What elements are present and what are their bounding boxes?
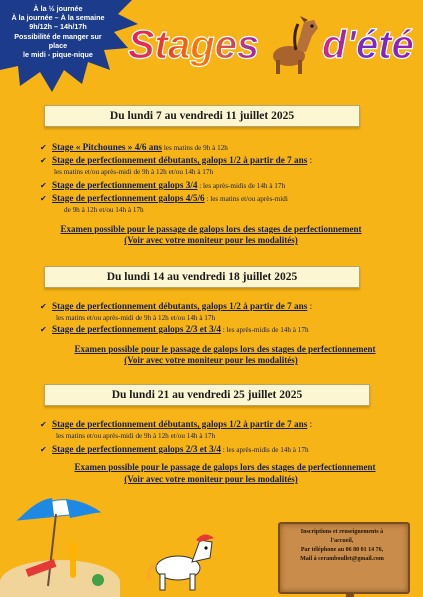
week1-item2-text: : xyxy=(307,155,313,165)
check-icon: ✔ xyxy=(40,194,47,203)
week3-item2 xyxy=(40,444,410,456)
week1-item1 xyxy=(40,142,410,154)
check-icon: ✔ xyxy=(40,420,47,429)
parasol-icon xyxy=(8,490,128,597)
check-icon: ✔ xyxy=(40,325,47,334)
week2-item2 xyxy=(40,324,410,336)
week1-item3-link[interactable]: Stage de perfectionnement galops 3/4 xyxy=(52,180,198,190)
check-icon: ✔ xyxy=(40,445,47,454)
horse-mascot-icon xyxy=(140,528,220,594)
week3-item1-link[interactable]: Stage de perfectionnement débutants, galops 1/2 à partir de 7 ans xyxy=(52,419,308,429)
week3-item2-text: : les après-midis de 14h à 17h xyxy=(220,446,309,454)
title-part1: Stages xyxy=(128,23,260,67)
week3-item1-sub: les matins et/ou après-midi de 9h à 12h et/ou 14h à 17h xyxy=(56,432,216,440)
week1-item2-sub: les matins et/ou après-midi de 9h à 12h et/ou 14h à 17h xyxy=(54,168,214,176)
week1-item3 xyxy=(40,180,410,192)
title-part2: d'été xyxy=(322,23,414,67)
week1-item2-link[interactable]: Stage de perfectionnement débutants, galops 1/2 à partir de 7 ans xyxy=(52,155,308,165)
week1-item1-text: les matins de 9h à 12h xyxy=(162,144,228,152)
check-icon: ✔ xyxy=(40,302,47,311)
week1-item1-link[interactable]: Stage « Pitchounes » 4/6 ans xyxy=(52,142,163,152)
check-icon: ✔ xyxy=(40,181,47,190)
week1-item4 xyxy=(40,193,410,205)
week2-item2-text: : les après-midis de 14h à 17h xyxy=(220,326,309,334)
week1-exam-line1: Examen possible pour le passage de galops lors des stages de perfectionnement xyxy=(60,224,362,234)
week2-date-header: Du lundi 14 au vendredi 18 juillet 2025 xyxy=(44,266,360,288)
horse-icon xyxy=(273,16,318,74)
week3-item2-link[interactable]: Stage de perfectionnement galops 2/3 et 3/4 xyxy=(52,444,221,454)
week1-item4-link[interactable]: Stage de perfectionnement galops 4/5/6 xyxy=(52,193,205,203)
week2-exam-line2: (Voir avec votre moniteur pour les modalités) xyxy=(124,355,298,365)
badge-text: À la ½ journée À la journée – À la semaine 9h/12h – 14h/17h Possibilité de manger sur place le midi - pique-nique xyxy=(11,4,105,60)
week2-item1-link[interactable]: Stage de perfectionnement débutants, galops 1/2 à partir de 7 ans xyxy=(52,301,308,311)
week2-item2-link[interactable]: Stage de perfectionnement galops 2/3 et 3/4 xyxy=(52,324,221,334)
sign-line2: l'accueil, xyxy=(330,538,354,544)
week1-date-header: Du lundi 7 au vendredi 11 juillet 2025 xyxy=(44,105,360,127)
week1-item4-text: : les matins et/ou après-midi xyxy=(204,195,288,203)
week3-item1 xyxy=(40,419,410,430)
contact-sign-text xyxy=(284,528,400,564)
week2-item1-text: : xyxy=(307,301,313,311)
check-icon: ✔ xyxy=(40,143,47,152)
week1-item3-text: : les après-midis de 14h à 17h xyxy=(197,182,286,190)
sign-line4[interactable]: Mail à ceramboullet@gmail.com xyxy=(300,556,384,562)
week2-item1-sub: les matins et/ou après-midi de 9h à 12h et/ou 14h à 17h xyxy=(56,314,216,322)
week1-exam-line2: (Voir avec votre moniteur pour les modalités) xyxy=(124,235,298,245)
week3-exam-line1: Examen possible pour le passage de galops lors des stages de perfectionnement xyxy=(74,462,376,472)
sign-line3: Par téléphone au 06 80 01 14 76, xyxy=(300,547,384,553)
sign-line1: Inscriptions et renseignements à xyxy=(300,529,384,535)
week2-item1 xyxy=(40,301,410,312)
week1-item2 xyxy=(40,155,410,166)
week3-exam-line2: (Voir avec votre moniteur pour les modalités) xyxy=(124,474,298,484)
check-icon: ✔ xyxy=(40,156,47,165)
week2-exam-line1: Examen possible pour le passage de galops lors des stages de perfectionnement xyxy=(74,344,376,354)
week3-date-header: Du lundi 21 au vendredi 25 juillet 2025 xyxy=(44,384,370,406)
page-title xyxy=(126,12,416,76)
week1-item4-sub: de 9h à 12h et/ou 14h à 17h xyxy=(64,206,144,214)
week3-item1-text: : xyxy=(307,419,313,429)
